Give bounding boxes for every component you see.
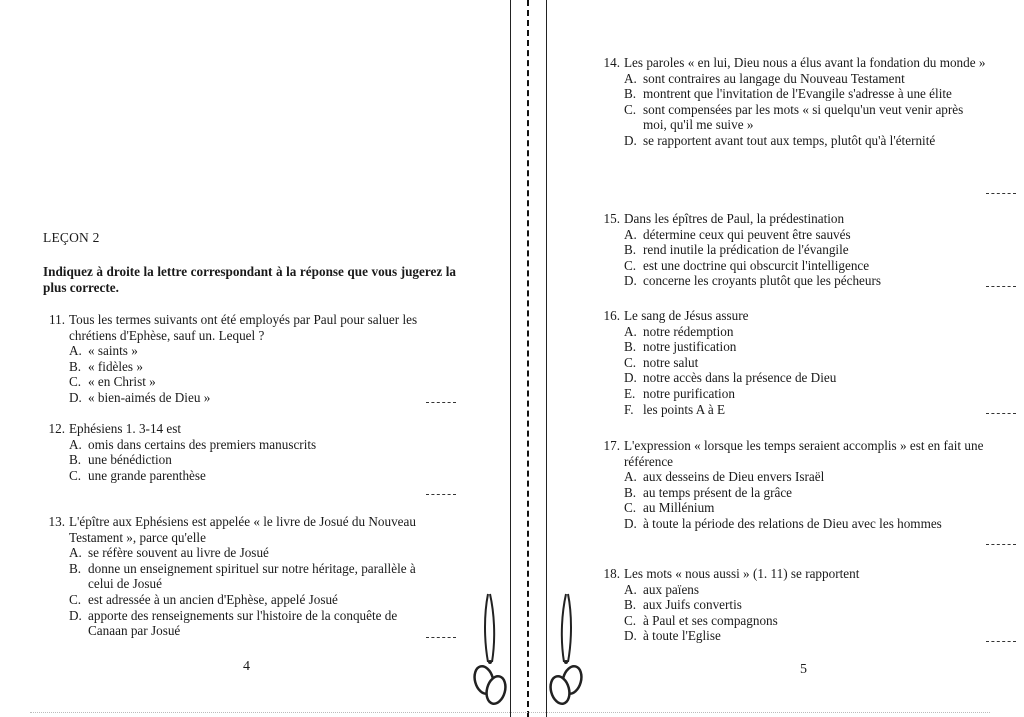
option-label: A. (69, 545, 82, 561)
option-label: A. (624, 70, 637, 86)
option-label: A. (624, 226, 637, 242)
option (624, 597, 986, 613)
question-text: Les paroles « en lui, Dieu nous a élus avant la fondation du monde » (624, 55, 986, 70)
option (69, 359, 428, 375)
option (624, 628, 986, 644)
option (624, 402, 986, 418)
option (624, 469, 986, 485)
option-text: se rapportent avant tout aux temps, plutôt qu'à l'éternité (643, 132, 936, 148)
question-number: 16. (603, 308, 620, 323)
option-text: les points A à E (643, 401, 726, 417)
option-text: notre accès dans la présence de Dieu (643, 370, 837, 386)
question-number: 14. (603, 55, 620, 70)
question-13 (43, 514, 428, 639)
option-text: au temps présent de la grâce (643, 484, 793, 500)
option-label: D. (624, 132, 637, 148)
right-page (560, 0, 1024, 717)
option-label: C. (624, 500, 637, 516)
option (624, 582, 986, 598)
option (624, 355, 986, 371)
option (624, 86, 986, 102)
option-label: D. (624, 370, 637, 386)
option-label: C. (69, 467, 82, 483)
question-12 (43, 421, 428, 483)
option-label: C. (624, 612, 637, 628)
answer-line-13[interactable] (426, 637, 456, 638)
page-number: 5 (800, 662, 807, 677)
option (624, 242, 986, 258)
option-label: C. (69, 374, 82, 390)
option (69, 592, 428, 608)
question-18 (598, 566, 986, 644)
option-label: F. (624, 401, 634, 417)
answer-line-15[interactable] (986, 286, 1016, 287)
option (69, 452, 428, 468)
option (624, 102, 986, 133)
option (69, 561, 428, 592)
option-text: notre purification (643, 385, 735, 401)
option-text: une bénédiction (88, 452, 172, 468)
question-text: Tous les termes suivants ont été employés par Paul pour saluer les chrétiens d'Ephèse, sauf un. Lequel ? (69, 312, 418, 343)
option-label: A. (624, 323, 637, 339)
scissors-icon (470, 592, 510, 712)
option (624, 133, 986, 149)
option-label: D. (69, 607, 82, 623)
option-label: C. (624, 354, 637, 370)
left-page (0, 0, 490, 717)
option-label: B. (624, 339, 637, 355)
option-label: C. (624, 257, 637, 273)
question-number: 13. (48, 514, 65, 529)
option-text: notre justification (643, 339, 737, 355)
scan-edge (30, 712, 990, 713)
question-16 (598, 308, 986, 417)
option-label: A. (624, 469, 637, 485)
question-11 (43, 312, 428, 406)
option-label: B. (624, 86, 637, 102)
lesson-title: LEÇON 2 (43, 230, 100, 245)
option (624, 339, 986, 355)
option-label: A. (69, 436, 82, 452)
option-text: donne un enseignement spirituel sur notre héritage, parallèle à celui de Josué (88, 560, 416, 592)
option-text: au Millénium (643, 500, 715, 516)
option-text: est adressée à un ancien d'Ephèse, appelé Josué (88, 591, 338, 607)
option-label: B. (69, 358, 82, 374)
question-text: L'épître aux Ephésiens est appelée « le livre de Josué du Nouveau Testament », parce qu'elle (69, 514, 416, 545)
option-text: montrent que l'invitation de l'Evangile s'adresse à une élite (643, 86, 952, 102)
option-label: D. (69, 389, 82, 405)
option-text: « fidèles » (88, 358, 143, 374)
option (69, 468, 428, 484)
answer-line-16[interactable] (986, 413, 1016, 414)
option-text: concerne les croyants plutôt que les pécheurs (643, 273, 882, 289)
option-text: notre rédemption (643, 323, 734, 339)
option (624, 370, 986, 386)
option-text: « bien-aimés de Dieu » (88, 389, 211, 405)
option (69, 545, 428, 561)
option-text: omis dans certains des premiers manuscrits (88, 436, 317, 452)
question-number: 17. (603, 438, 620, 453)
option-text: est une doctrine qui obscurcit l'intelligence (643, 257, 870, 273)
question-15 (598, 211, 986, 289)
question-text: Le sang de Jésus assure (624, 308, 749, 323)
question-text: Ephésiens 1. 3-14 est (69, 421, 182, 436)
answer-line-17[interactable] (986, 544, 1016, 545)
option-text: notre salut (643, 354, 699, 370)
option-label: E. (624, 385, 636, 401)
option-label: D. (624, 273, 637, 289)
option-text: sont compensées par les mots « si quelqu'un veut venir après moi, qu'il me suive » (643, 101, 964, 133)
option (624, 516, 986, 532)
option-text: à toute l'Eglise (643, 628, 721, 644)
option (624, 386, 986, 402)
answer-line-11[interactable] (426, 402, 456, 403)
option-text: sont contraires au langage du Nouveau Testament (643, 70, 905, 86)
option-text: aux Juifs convertis (643, 597, 742, 613)
option (69, 390, 428, 406)
option (624, 485, 986, 501)
option-text: aux desseins de Dieu envers Israël (643, 469, 825, 485)
option-label: C. (624, 101, 637, 117)
question-text: L'expression « lorsque les temps seraient accomplis » est en fait une référence (624, 438, 984, 469)
option (624, 613, 986, 629)
question-text: Les mots « nous aussi » (1. 11) se rapportent (624, 566, 860, 581)
option-label: A. (69, 343, 82, 359)
option-label: B. (69, 452, 82, 468)
option (624, 71, 986, 87)
question-number: 11. (49, 312, 65, 327)
option (624, 500, 986, 516)
option-label: D. (624, 628, 637, 644)
option-text: détermine ceux qui peuvent être sauvés (643, 226, 851, 242)
option-text: « en Christ » (88, 374, 156, 390)
option-label: D. (624, 515, 637, 531)
instructions: Indiquez à droite la lettre correspondant à la réponse que vous jugerez la plus correcte. (43, 264, 456, 295)
question-number: 18. (603, 566, 620, 581)
question-number: 15. (603, 211, 620, 226)
question-17 (598, 438, 986, 532)
question-14 (598, 55, 986, 149)
option-label: C. (69, 591, 82, 607)
cut-guide-left-rail (510, 0, 511, 717)
option (624, 273, 986, 289)
answer-line-14[interactable] (986, 193, 1016, 194)
option-label: B. (624, 597, 637, 613)
option-text: aux païens (643, 581, 700, 597)
option (69, 343, 428, 359)
option-text: se réfère souvent au livre de Josué (88, 545, 269, 561)
option-text: apporte des renseignements sur l'histoire de la conquête de Canaan par Josué (88, 607, 398, 639)
option-text: une grande parenthèse (88, 467, 206, 483)
option-label: B. (69, 560, 82, 576)
option-text: rend inutile la prédication de l'évangile (643, 242, 849, 258)
option (624, 324, 986, 340)
option-label: B. (624, 484, 637, 500)
option-text: à toute la période des relations de Dieu avec les hommes (643, 515, 942, 531)
answer-line-18[interactable] (986, 641, 1016, 642)
cut-line[interactable] (527, 0, 529, 717)
question-number: 12. (48, 421, 65, 436)
question-text: Dans les épîtres de Paul, la prédestination (624, 211, 845, 226)
option-label: B. (624, 242, 637, 258)
option-text: « saints » (88, 343, 138, 359)
page-number: 4 (243, 659, 250, 674)
option (624, 227, 986, 243)
option-text: à Paul et ses compagnons (643, 612, 778, 628)
option (624, 258, 986, 274)
answer-line-12[interactable] (426, 494, 456, 495)
option-label: A. (624, 581, 637, 597)
option (69, 437, 428, 453)
option (69, 608, 428, 639)
option (69, 374, 428, 390)
